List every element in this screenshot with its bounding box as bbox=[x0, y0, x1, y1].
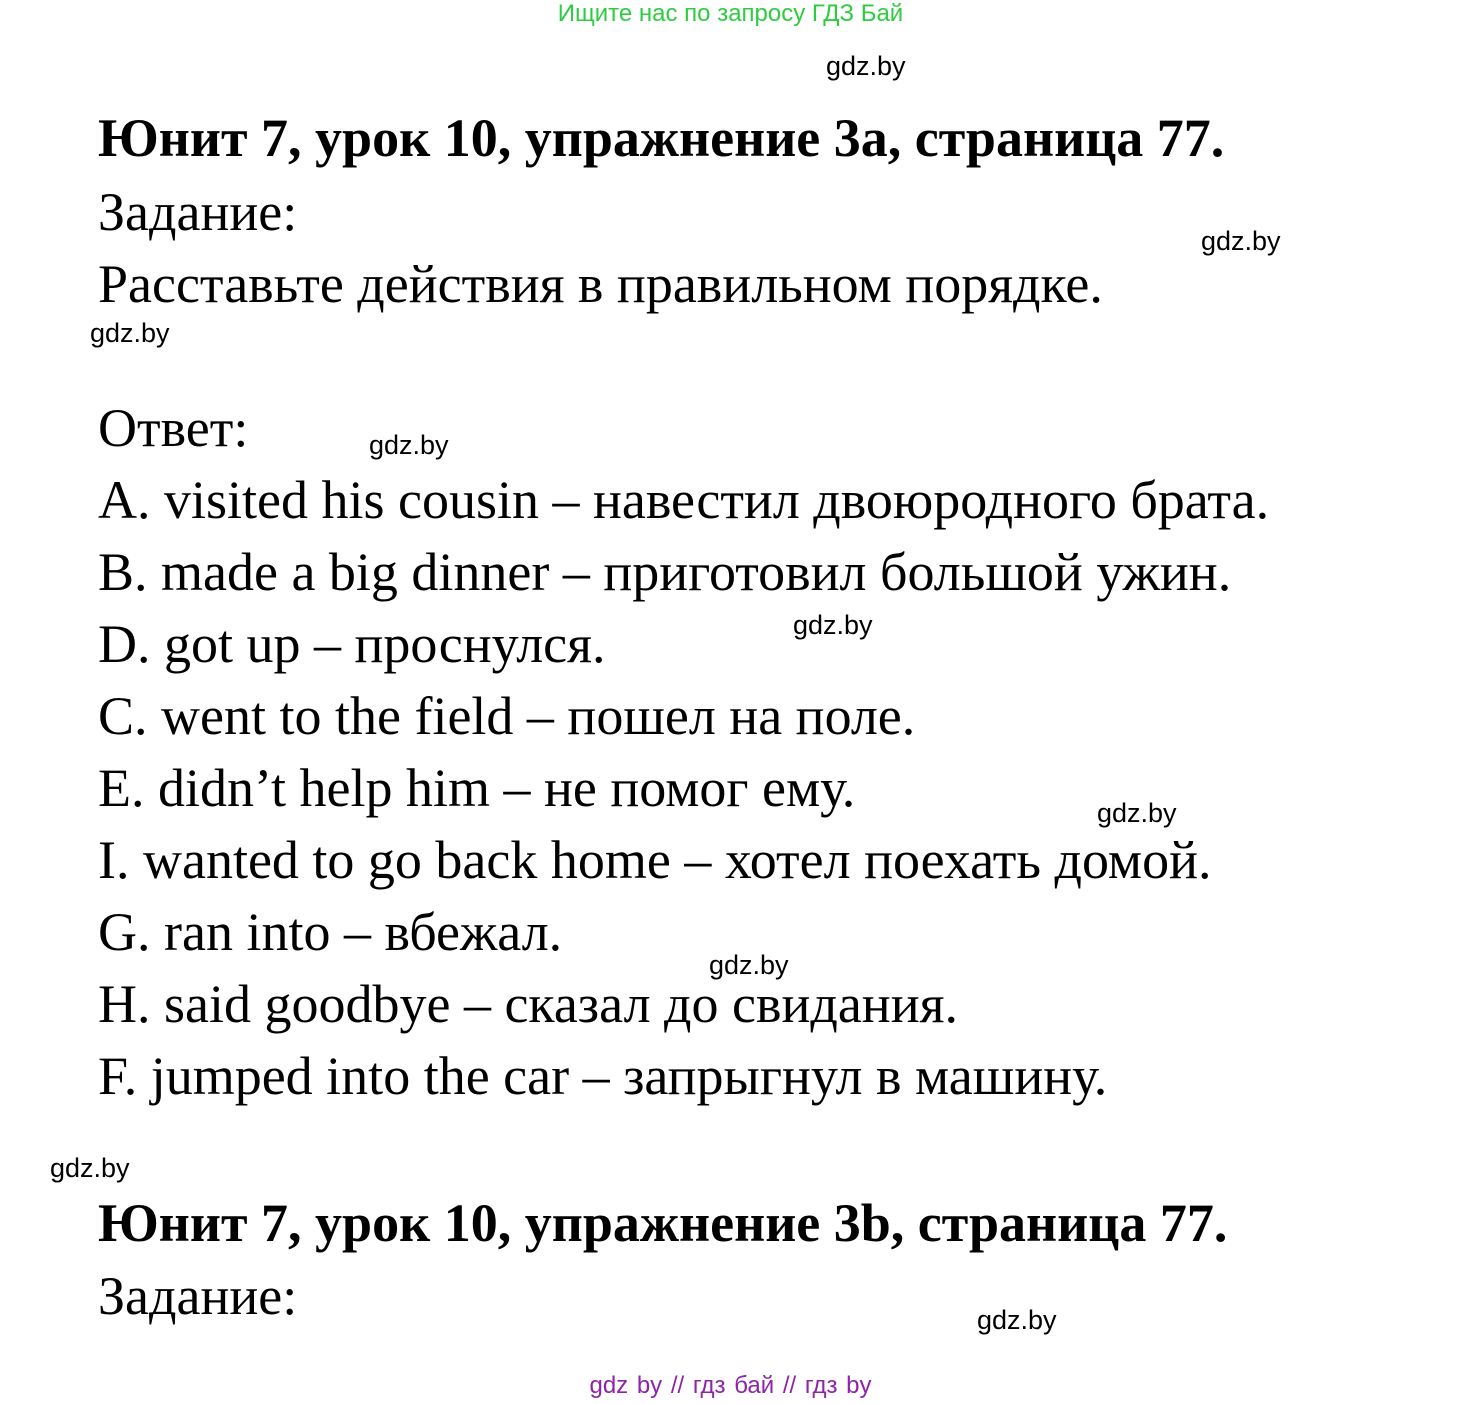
answer-item: I. wanted to go back home – хотел поехать домой. bbox=[98, 830, 1212, 890]
answer-item: F. jumped into the car – запрыгнул в машину. bbox=[98, 1046, 1108, 1106]
answer-item: E. didn’t help him – не помог ему. bbox=[98, 758, 856, 818]
task-label: Задание: bbox=[98, 182, 298, 242]
answer-item: H. said goodbye – сказал до свидания. bbox=[98, 974, 958, 1034]
watermark: gdz.by bbox=[369, 430, 449, 460]
watermark: gdz.by bbox=[826, 51, 906, 81]
answer-item: G. ran into – вбежал. bbox=[98, 902, 563, 962]
watermark: gdz.by bbox=[977, 1305, 1057, 1335]
watermark: gdz.by bbox=[1201, 226, 1281, 256]
watermark: gdz.by bbox=[793, 610, 873, 640]
answer-item: A. visited his cousin – навестил двоюродного брата. bbox=[98, 470, 1270, 530]
task-text: Расставьте действия в правильном порядке. bbox=[98, 254, 1103, 314]
answer-item: B. made a big dinner – приготовил большой ужин. bbox=[98, 542, 1232, 602]
footer-banner: gdz by // гдз бай // гдз by bbox=[589, 1372, 872, 1399]
exercise-heading: Юнит 7, урок 10, упражнение 3a, страница 77. bbox=[98, 108, 1225, 168]
task-label: Задание: bbox=[98, 1266, 298, 1326]
watermark: gdz.by bbox=[50, 1153, 130, 1183]
answer-label: Ответ: bbox=[98, 398, 249, 458]
watermark: gdz.by bbox=[90, 318, 170, 348]
top-banner: Ищите нас по запросу ГДЗ Бай bbox=[557, 0, 904, 27]
answer-item: D. got up – проснулся. bbox=[98, 614, 606, 674]
watermark: gdz.by bbox=[1097, 798, 1177, 828]
watermark: gdz.by bbox=[709, 950, 789, 980]
exercise-heading: Юнит 7, урок 10, упражнение 3b, страница 77. bbox=[98, 1193, 1228, 1253]
answer-item: C. went to the field – пошел на поле. bbox=[98, 686, 916, 746]
